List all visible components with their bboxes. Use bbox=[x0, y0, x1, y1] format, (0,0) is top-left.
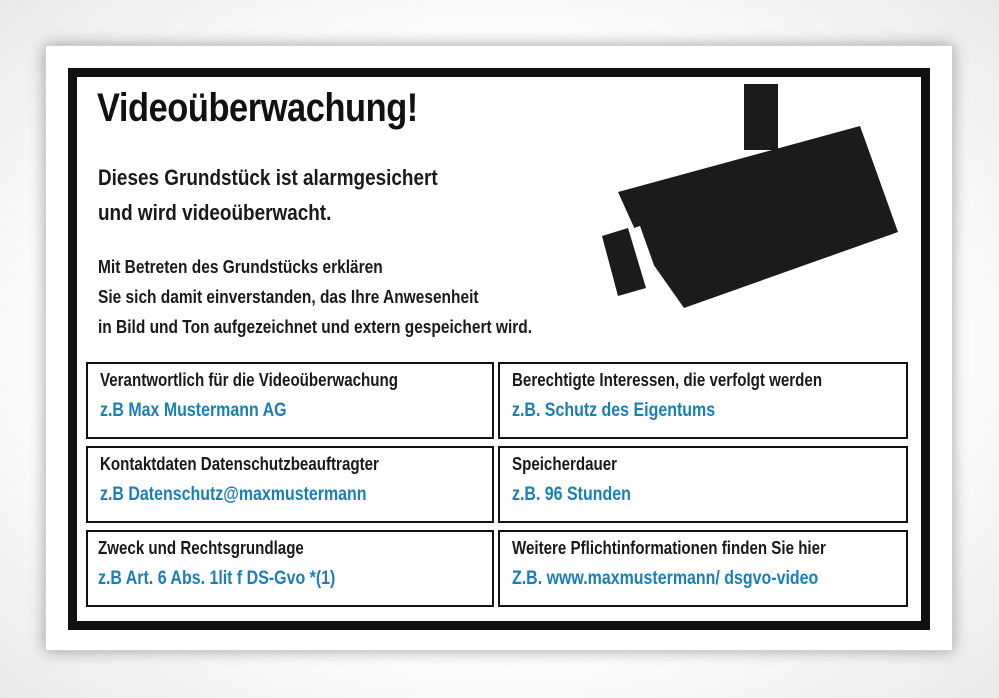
field-responsible bbox=[86, 362, 494, 439]
field-further-information bbox=[498, 530, 908, 607]
field-storage-duration bbox=[498, 446, 908, 523]
field-data-protection-contact bbox=[86, 446, 494, 523]
subtitle-line: Dieses Grundstück ist alarmgesichert bbox=[98, 165, 438, 190]
subtitle-line: und wird videoüberwacht. bbox=[98, 200, 332, 225]
field-value: Z.B. www.maxmustermann/ dsgvo-video bbox=[512, 568, 819, 589]
field-label: Berechtigte Interessen, die verfolgt werden bbox=[512, 370, 823, 390]
field-value: z.B. 96 Stunden bbox=[512, 484, 631, 505]
field-label: Zweck und Rechtsgrundlage bbox=[98, 538, 304, 558]
field-legitimate-interests bbox=[498, 362, 908, 439]
consent-line: Sie sich damit einverstanden, das Ihre Anwesenheit bbox=[98, 287, 479, 307]
consent-line: in Bild und Ton aufgezeichnet und extern gespeichert wird. bbox=[98, 317, 533, 337]
consent-line: Mit Betreten des Grundstücks erklären bbox=[98, 257, 383, 277]
cctv-camera-icon bbox=[596, 82, 906, 312]
field-purpose-legal-basis bbox=[86, 530, 494, 607]
field-value: z.B Datenschutz@maxmustermann bbox=[100, 484, 367, 505]
field-value: z.B Max Mustermann AG bbox=[100, 400, 287, 421]
sign-title: Videoüberwachung! bbox=[97, 86, 418, 130]
field-label: Kontaktdaten Datenschutzbeauftragter bbox=[100, 454, 379, 474]
consent-text bbox=[98, 252, 532, 342]
field-value: z.B. Schutz des Eigentums bbox=[512, 400, 716, 421]
sign-subtitle bbox=[98, 160, 438, 230]
field-label: Verantwortlich für die Videoüberwachung bbox=[100, 370, 398, 390]
field-value: z.B Art. 6 Abs. 1lit f DS-Gvo *(1) bbox=[98, 568, 336, 589]
field-label: Weitere Pflichtinformationen finden Sie hier bbox=[512, 538, 826, 558]
field-label: Speicherdauer bbox=[512, 454, 618, 474]
